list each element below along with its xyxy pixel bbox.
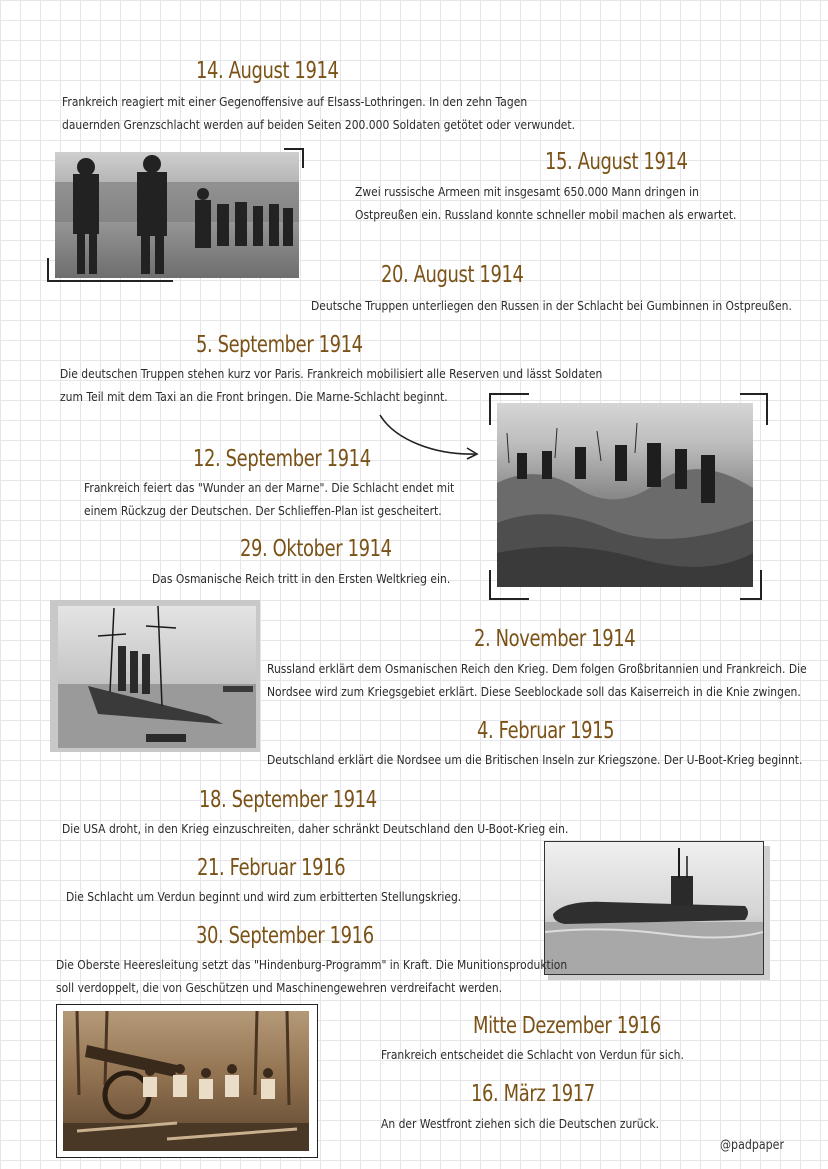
photo-artillery-crew <box>56 1004 318 1158</box>
entry-text: An der Westfront ziehen sich die Deutschen zurück. <box>381 1116 660 1131</box>
entry-text: Frankreich feiert das "Wunder an der Marne". Die Schlacht endet mit <box>84 480 455 495</box>
entry-text: Russland erklärt dem Osmanischen Reich den Krieg. Dem folgen Großbritannien und Frankreich. Die <box>267 661 807 676</box>
photo-frame-corner <box>740 570 762 600</box>
entry-date: 15. August 1914 <box>545 149 688 175</box>
entry-date: 4. Februar 1915 <box>477 718 615 744</box>
entry-text: Die Oberste Heeresleitung setzt das "Hindenburg-Programm" in Kraft. Die Munitionsproduktion <box>56 957 568 972</box>
entry-text: Deutschland erklärt die Nordsee um die Britischen Inseln zur Kriegszone. Der U-Boot-Krieg beginnt. <box>267 752 803 767</box>
entry-date: 5. September 1914 <box>196 332 363 358</box>
entry-text: Frankreich reagiert mit einer Gegenoffensive auf Elsass-Lothringen. In den zehn Tagen <box>62 94 528 109</box>
entry-date: 21. Februar 1916 <box>197 855 346 881</box>
entry-text: zum Teil mit dem Taxi an die Front bringen. Die Marne-Schlacht beginnt. <box>60 389 448 404</box>
photo-sinking-warship <box>58 606 256 748</box>
entry-text: Zwei russische Armeen mit insgesamt 650.000 Mann dringen in <box>355 184 699 199</box>
entry-text: dauernden Grenzschlacht werden auf beiden Seiten 200.000 Soldaten getötet oder verwundet. <box>62 117 576 132</box>
entry-text: Die deutschen Truppen stehen kurz vor Paris. Frankreich mobilisiert alle Reserven und lässt Soldaten <box>60 366 603 381</box>
photo-frame-corner <box>489 393 529 425</box>
entry-date: 18. September 1914 <box>199 787 377 813</box>
entry-date: 12. September 1914 <box>193 446 371 472</box>
author-watermark: @padpaper <box>720 1138 785 1153</box>
entry-text: einem Rückzug der Deutschen. Der Schlieffen-Plan ist gescheitert. <box>84 503 442 518</box>
photo-frame-corner <box>284 148 304 168</box>
photo-submarine <box>544 841 764 975</box>
photo-frame-line <box>47 280 173 282</box>
curved-arrow-icon <box>375 410 485 460</box>
photo-frame-corner <box>489 570 529 600</box>
entry-date: 20. August 1914 <box>381 262 524 288</box>
entry-date: 30. September 1916 <box>196 923 374 949</box>
entry-date: 14. August 1914 <box>196 58 339 84</box>
photo-frame-corner <box>47 258 67 282</box>
entry-text: Ostpreußen ein. Russland konnte schneller mobil machen als erwartet. <box>355 207 737 222</box>
photo-trench-battlefield <box>497 403 753 587</box>
entry-text: Nordsee wird zum Kriegsgebiet erklärt. Diese Seeblockade soll das Kaiserreich in die Knie zwingen. <box>267 684 801 699</box>
entry-text: soll verdoppelt, die von Geschützen und Maschinengewehren verdreifacht werden. <box>56 980 503 995</box>
photo-frame-corner <box>740 393 768 425</box>
entry-date: 29. Oktober 1914 <box>240 536 392 562</box>
entry-text: Frankreich entscheidet die Schlacht von Verdun für sich. <box>381 1047 684 1062</box>
photo-soldiers-marching <box>55 152 299 278</box>
entry-date: 16. März 1917 <box>471 1081 595 1107</box>
entry-date: 2. November 1914 <box>474 626 636 652</box>
entry-text: Das Osmanische Reich tritt in den Ersten Weltkrieg ein. <box>152 571 451 586</box>
entry-text: Die USA droht, in den Krieg einzuschreiten, daher schränkt Deutschland den U-Boot-Krieg ein. <box>62 821 569 836</box>
entry-date: Mitte Dezember 1916 <box>473 1013 661 1039</box>
entry-text: Die Schlacht um Verdun beginnt und wird zum erbitterten Stellungskrieg. <box>66 889 462 904</box>
entry-text: Deutsche Truppen unterliegen den Russen in der Schlacht bei Gumbinnen in Ostpreußen. <box>311 298 792 313</box>
